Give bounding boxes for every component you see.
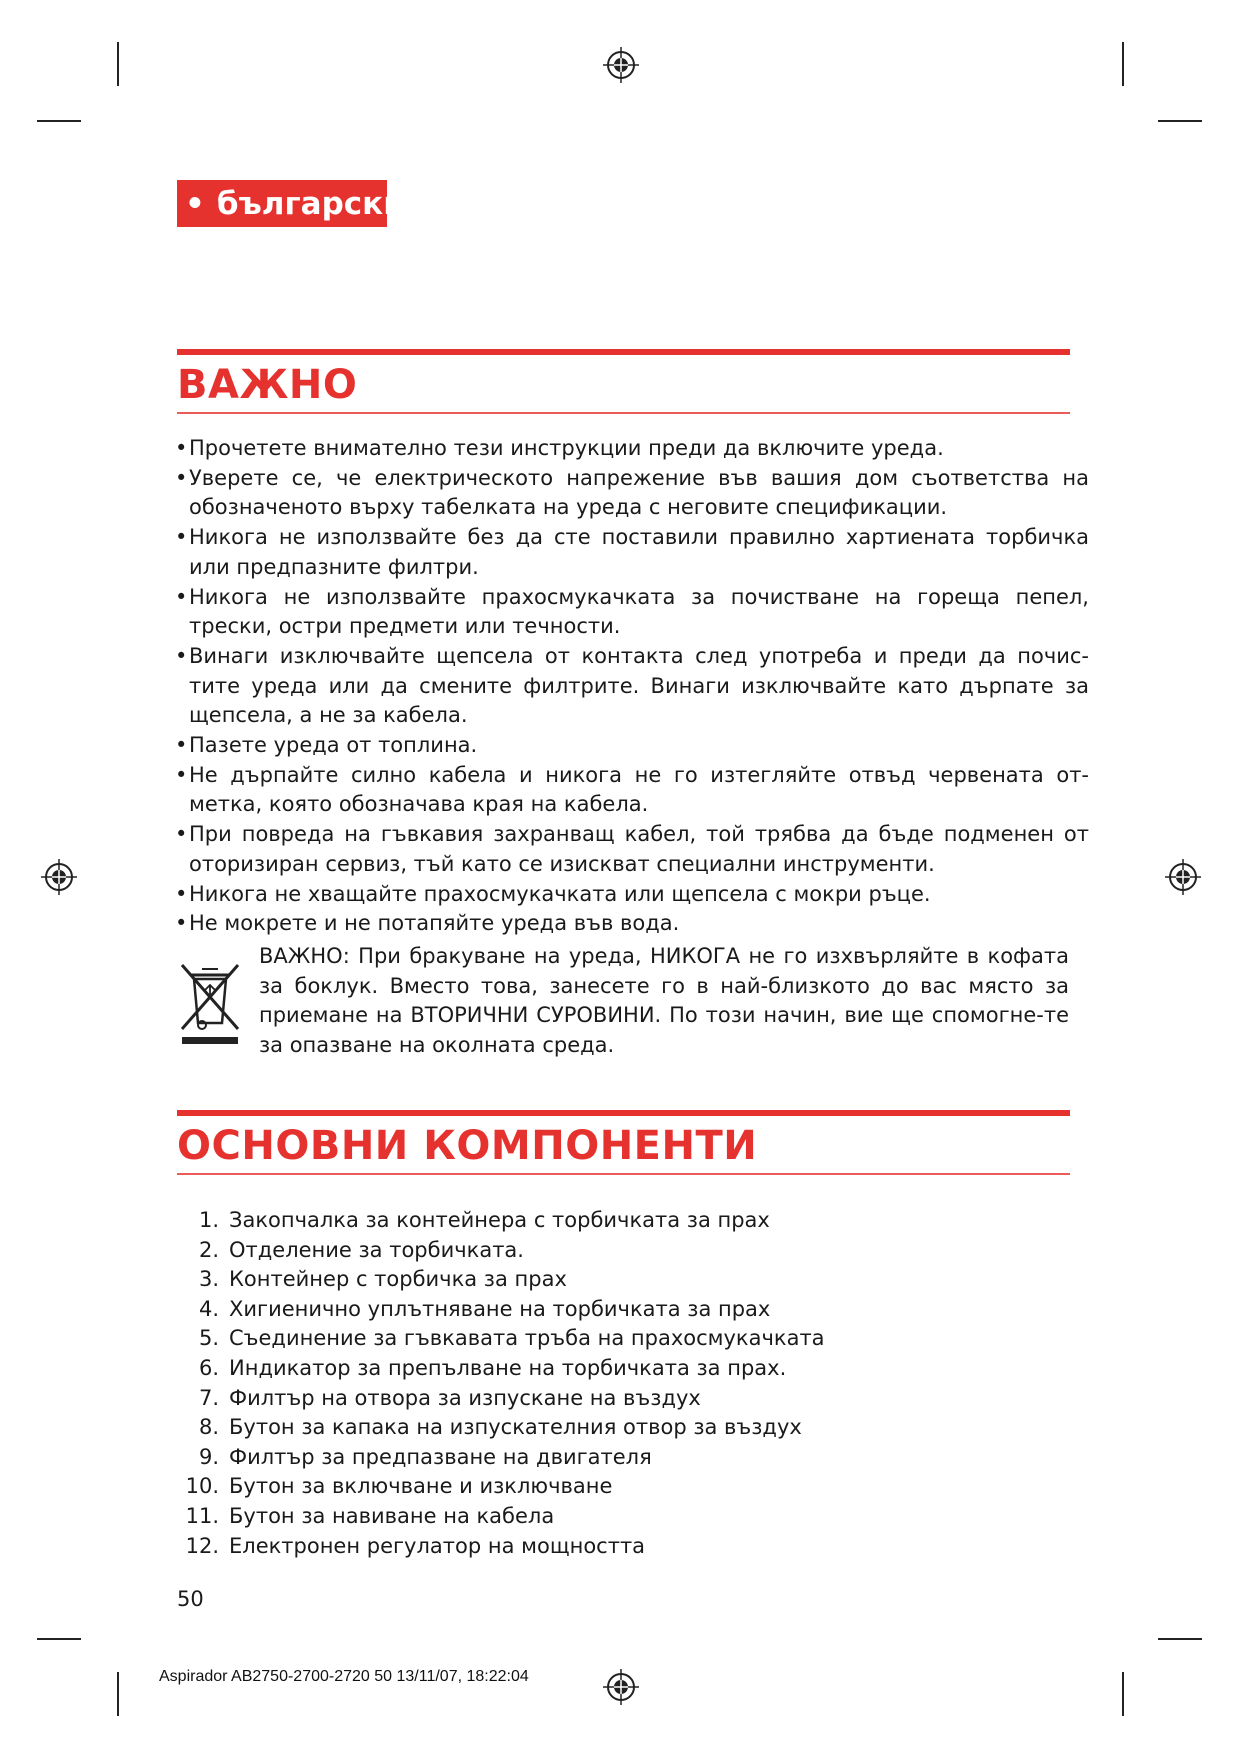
list-item-number: 6. [198,1355,219,1380]
list-item: • Не мокрете и не потапяйте уреда във вода. [177,909,1089,939]
list-item-text: Електронен регулатор на мощността [229,1533,646,1558]
list-item: • Никога не използвайте прахосмукачката за почистване на гореща пепел, трески, остри предмети или течности. [177,583,1089,642]
crossed-out-bin-icon [178,961,242,1045]
list-item-number: 1. [198,1208,219,1232]
list-item-text: Контейнер с торбичка за прах [229,1267,567,1292]
list-item: • Никога не използвайте без да сте поставили правилно хартиената торбичка или предпазните филтри. [177,523,1089,582]
section-rule [177,412,1070,414]
list-item [177,1443,977,1473]
list-item-number: 7. [198,1385,219,1410]
list-item: • Никога не хващайте прахосмукачката или щепсела с мокри ръце. [177,880,1089,910]
list-item [177,1265,977,1295]
important-list [177,434,1089,939]
section-rule [177,349,1070,355]
crop-mark [117,1672,119,1716]
list-item-text: Филтър за предпазване на двигателя [229,1444,652,1469]
list-item [177,1502,977,1532]
list-item [177,1206,977,1236]
crop-mark [117,42,119,86]
crop-mark [1158,120,1202,122]
section-rule [177,1110,1070,1116]
list-item-number: 2. [198,1237,219,1262]
page-number: 50 [177,1587,204,1611]
list-item-number: 8. [198,1415,219,1440]
list-item: • Пазете уреда от топлина. [177,731,1089,761]
list-item: • Прочетете внимателно тези инструкции преди да включите уреда. [177,434,1089,464]
registration-mark-icon [39,857,79,897]
print-slug-line: Aspirador AB2750-2700-2720 50 13/11/07, 18:22:04 [159,1668,529,1685]
list-item-text: Филтър на отвора за изпускане на въздух [229,1385,701,1410]
section-rule [177,1173,1070,1175]
list-item-number: 4. [198,1296,219,1321]
list-item [177,1384,977,1414]
language-tab-label: български [216,185,405,222]
crop-mark [37,1638,81,1640]
list-item-number: 10. [185,1474,219,1499]
list-item: • Винаги изключвайте щепсела от контакта след употреба и преди да почис-тите уреда или да смените филтрите. Винаги изключвайте като дърпате за щепсела, а не за кабела. [177,642,1089,731]
registration-mark-icon [1163,857,1203,897]
language-tab [177,180,405,227]
list-item-text: Закопчалка за контейнера с торбичката за прах [229,1208,770,1232]
list-item-number: 9. [198,1444,219,1469]
list-item: • Не дърпайте силно кабела и никога не го изтегляйте отвъд червената от-метка, която обозначава края на кабела. [177,761,1089,820]
section-title-important: ВАЖНО [177,362,358,408]
crop-mark [37,120,81,122]
list-item-number: 5. [198,1326,219,1351]
crop-mark [1158,1638,1202,1640]
list-item-number: 11. [185,1503,219,1528]
list-item-text: Бутон за капака на изпускателния отвор за въздух [229,1415,802,1440]
language-tab-bullet: • [185,185,205,222]
list-item [177,1472,977,1502]
list-item-text: Бутон за включване и изключване [229,1474,613,1499]
list-item-text: Бутон за навиване на кабела [229,1503,555,1528]
crop-mark [1122,42,1124,86]
registration-mark-icon [601,45,641,85]
list-item [177,1413,977,1443]
list-item-text: Отделение за торбичката. [229,1237,524,1262]
crop-mark [1122,1672,1124,1716]
list-item: • При повреда на гъвкавия захранващ кабел, той трябва да бъде подменен от оторизиран сервиз, тъй като се изискват специални инструменти. [177,820,1089,879]
list-item-number: 3. [198,1267,219,1292]
components-list [177,1206,977,1561]
list-item [177,1324,977,1354]
list-item: • Уверете се, че електрическото напрежение във вашия дом съответства на обозначеното върху табелката на уреда с неговите спецификации. [177,464,1089,523]
recycle-note: ВАЖНО: При бракуване на уреда, НИКОГА не го изхвърляйте в кофата за боклук. Вместо това, занесете го в най-близкото до вас място за приемане на ВТОРИЧНИ СУРОВИНИ. По този начин, вие ще спомогне-те за опазване на околната среда. [259,944,1069,1058]
registration-mark-icon [601,1667,641,1707]
list-item-number: 12. [185,1533,219,1558]
list-item [177,1354,977,1384]
list-item [177,1295,977,1325]
list-item-text: Съединение за гъвкавата тръба на прахосмукачката [229,1326,825,1351]
list-item-text: Индикатор за препълване на торбичката за прах. [229,1355,787,1380]
section-title-components: ОСНОВНИ КОМПОНЕНТИ [177,1123,758,1169]
list-item-text: Хигиенично уплътняване на торбичката за прах [229,1296,771,1321]
list-item [177,1236,977,1266]
list-item [177,1532,977,1562]
